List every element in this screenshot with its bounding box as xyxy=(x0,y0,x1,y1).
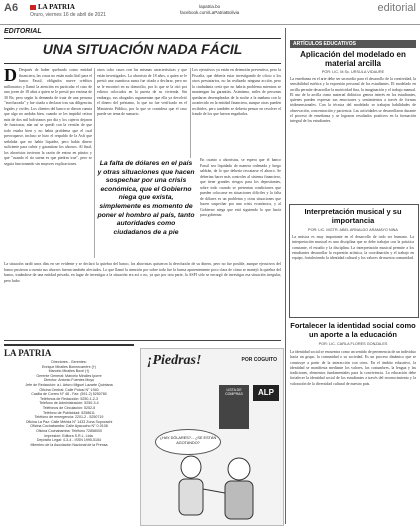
masthead-line: Teléfonos de Circulación: 5252-5 xyxy=(42,405,96,410)
editorial-column-2: La situación tardó unos días en ser evidente y se declaró la quiebra del banco, los ahorristas quisieron la devolución de su dinero, pero no fue posible, aunque ejecutivos del banco pusieron a cuenta sus ahorros fueran también afectados. Lo que llamó la atención por sobre todo fue la forma aparentemente poco clara de cómo se manejó la quiebra del banco, tratándose de una entidad privada, en lugar de investigar a la situación era así o no, ya que por otra parte, la ASFI sólo se encargó de investigar esa situación irregular, pero hubo xyxy=(4,262,281,283)
masthead-line: Teléfono de Publicidad: 5258611 xyxy=(43,410,95,415)
masthead-line: Oficina Cochabamba: Calle Ayacucho N° 0-0108 xyxy=(30,424,108,429)
article-1-body: La enseñanza en el arte debe ser un medio para el desarrollo de la creatividad, la sensibilidad estética y la expresión personal de los estudiantes. El modelado en arcilla permite desarrollar la motricidad fina, la imaginación y el trabajo manual. El uso de la arcilla como material didáctico genera interés en los estudiantes, quienes pueden expresar sus emociones y sentimientos a través de formas tridimensionales. Con la técnica del modelado se trabajan habilidades de observación, concentración y paciencia. Las actividades se desarrollaron durante el proceso de enseñanza y se lograron resultados positivos en la formación integral de los estudiantes. xyxy=(290,77,416,124)
masthead-line: Miembro de la Asociación Nacional de la Prensa xyxy=(30,442,108,447)
article-2-body: La música es muy importante en el desarrollo de todo ser humano. La interpretación musical es una disciplina que se debe trabajar con la práctica constante, el estudio y la disciplina. La interpretación musical permite a los estudiantes desarrollar la expresión artística, la coordinación y el trabajo en equipo, fortaleciendo la identidad cultural y los valores de nuestra comunidad. xyxy=(292,235,414,261)
website-info: lapatria.bo facebook.com/LaPatriaBolivia xyxy=(180,4,240,15)
article-3-title: Fortalecer la identidad social como un aporte a la educación xyxy=(290,321,416,339)
masthead-line: Oficina Cochabamba: Teléfono 72858000 xyxy=(35,428,103,433)
masthead-line: Gerente General: Marcelo Miralles Iporre xyxy=(36,373,102,378)
pull-quote: La falta de dólares en el país y otras situaciones que hacen sospechar por una crisis económica, que el Gobierno niega que exista, simplemente es momento de poner el hombro al país, tanto autoridades como ciudadanos de a pie xyxy=(97,160,195,236)
article-3-byline: POR: LIC. CARLA FLORES GONZALES xyxy=(318,342,388,346)
article-2-byline: POR: LIC. MGTR. ABEL ARNALDO ARAMAYO NINA xyxy=(308,228,398,232)
article-1-title: Aplicación del modelado en material arcilla xyxy=(300,50,406,68)
masthead-line: Oficina La Paz: Calle Mérida N° 1433 Zona Sopocachi xyxy=(25,419,113,424)
cartoon-figures xyxy=(161,453,271,523)
masthead-lines xyxy=(4,360,134,447)
masthead-line: Directores - Gerentes: xyxy=(51,360,87,364)
masthead-line: Enrique Miralles Bonnecarrère (†) xyxy=(42,364,96,369)
cartoon-logo: ¡Piedras! xyxy=(147,353,202,368)
masthead-line: Impresión: Editora S.R.L. Ltda. xyxy=(44,433,94,438)
cartoon-sign: ALP xyxy=(253,385,279,401)
editorial-column-3: otros ocho casos con las mismas características y que están investigados. La ahorrista de 18 años, a quien se le prestó una cuantiosa suma fue citada a declarar, pero no se le encontró en su domicilio, por lo que se la citó por edictos colocados en la puerta de su vivienda. Sin embargo, sus abogados argumentan que ella ya devolvió el dinero del préstamo, lo que no fue verificado en el Ministerio Público, por lo que se considera que el caso puede ser tema de sumario. xyxy=(97,68,187,116)
cartoon-board: LISTA DE COMPRAS xyxy=(219,385,249,429)
masthead-line: Teléfono de Administración: 5250-3-4 xyxy=(39,401,99,406)
masthead-line: Jefe de Redacción: a.i. Arturo Miguel Lazarte Quintana xyxy=(25,382,113,387)
logo-text: LA PATRIA xyxy=(38,3,75,11)
newspaper-logo xyxy=(30,3,75,11)
editorial-title: UNA SITUACIÓN NADA FÁCIL xyxy=(4,41,281,64)
editorial-cartoon xyxy=(140,348,284,526)
editorial-column-5: En cuanto a ahorristas, se espera que el banco Fassil sea liquidado de manera ordenada y luego saldrán, de lo que debería rescatarse el ahorro. Se deberían hacer más controles al sistema financiero, que tiene grandes riesgos para los depositantes, sobre todo cuando se presentan condiciones que pueden colocarse en situaciones difíciles y la falta de dólares es un problema y otras situaciones que hacen sospechar por una crisis económica, y al Gobierno niega que está siguiendo lo que hacía para gobernar. xyxy=(200,158,281,217)
masthead-logo: LA PATRIA xyxy=(4,348,52,358)
section-tag: ARTÍCULOS EDUCATIVOS xyxy=(290,40,416,48)
editorial-text: Después de haber quebrado como entidad financiera, las cosas no están nada fácil para el banco Fassil, obligados nueve créditos millonarios y llamó la atención en particular el caso de una joven de 18 años a quien se le prestó por encima de 30 Bs; pero según la demanda de trata de una persona "involucrada" y fue citada a declarar tras sus diligencias legales y civiles. Los clientes del banco se dieron cuenta que algo no andaba bien, cuando se les impidió retirar más de dos mil bolivianos por día y los cajeros dejaron de funcionar, aún así se quedó con la versión de que todo estaba bien y no había problema que el cual preocuparse, incluso se hizo el respaldo de la Asfi que señalaba que no había liquidez, pero había dinero suficiente para cubrir y garantizar los ahorros. Al final, los ahorristas tuvieron la razón de entrar en pánico y que "cuando el río suena es que piedras trae", pero se seguía funcionando sin mayores explicaciones. xyxy=(4,68,92,166)
cartoon-byline: POR COGUITO xyxy=(241,357,277,363)
editorial-column-4a: Los ejecutivos ya están en detención preventiva, pero la Fiscalía, que debería estar investigando de oficio a los otros prestatarios, no ha realizado ninguna acción, pero la ciudadanía creía que no habría problema mientras se mantengan las garantías. Asimismo, miles de personas quedaron desempleadas de la noche a la mañana con lo acontecido en la entidad financiera, aunque otras pueden recibirles, pero también se debería pensar en resolver el fraude de los que fueron engañados. xyxy=(192,68,281,116)
column-divider xyxy=(94,68,95,258)
masthead-line: Depósito Legal: 4-3-4 - ISSN 1995-5154 xyxy=(36,438,102,443)
masthead-line: Teléfono de emergencia: 2201-2 - 5250719 xyxy=(34,415,104,420)
issue-date: Oruro, viernes 16 de abril de 2021 xyxy=(30,12,106,18)
article-1-byline: POR: LIC. M.Sc. URSULA VIDAURE xyxy=(321,70,385,74)
masthead-line: Director: Antonio Fuentes Moyo xyxy=(43,378,95,383)
page-number: A6 xyxy=(4,2,19,14)
page-header xyxy=(0,0,420,25)
masthead-line: Casilla de Correo N° 48 - Fax: (591-2) 5250780 xyxy=(31,392,107,397)
article-2-title: Interpretación musical y su importancia xyxy=(304,207,402,225)
section-name: editorial xyxy=(377,2,416,14)
masthead-line: Marcelo Miralles Bové (†) xyxy=(48,369,90,374)
page-divider xyxy=(285,28,286,524)
speech-bubble: ¿HAY DÓLARES?... ¿SE ESTÁN AGOTANDO? xyxy=(155,429,221,455)
masthead-line: Teléfonos de Redacción: 5250-1-2-3 xyxy=(40,396,98,401)
flag-icon xyxy=(30,5,36,10)
section-divider xyxy=(4,340,281,341)
column-divider xyxy=(190,68,191,158)
masthead-line: Oficina Central: Calle Potosí N° 1940 xyxy=(39,387,99,392)
editorial-tag: EDITORIAL xyxy=(4,28,281,39)
drop-cap: D xyxy=(4,68,17,85)
masthead xyxy=(4,344,134,526)
article-3-body: La identidad social se encuentra como un sentido de pertenencia de un individuo hacia un grupo, la comunidad o su sociedad. Es un proceso dinámico que se construye a partir de la interacción con otros. En el ámbito educativo, la identidad se manifiesta mediante los valores, las costumbres, la lengua y las tradiciones, elementos fundamentales para la convivencia. La educación debe fortalecer la identidad social de los estudiantes a través del reconocimiento y la valoración de la diversidad cultural de nuestro país. xyxy=(290,350,416,386)
